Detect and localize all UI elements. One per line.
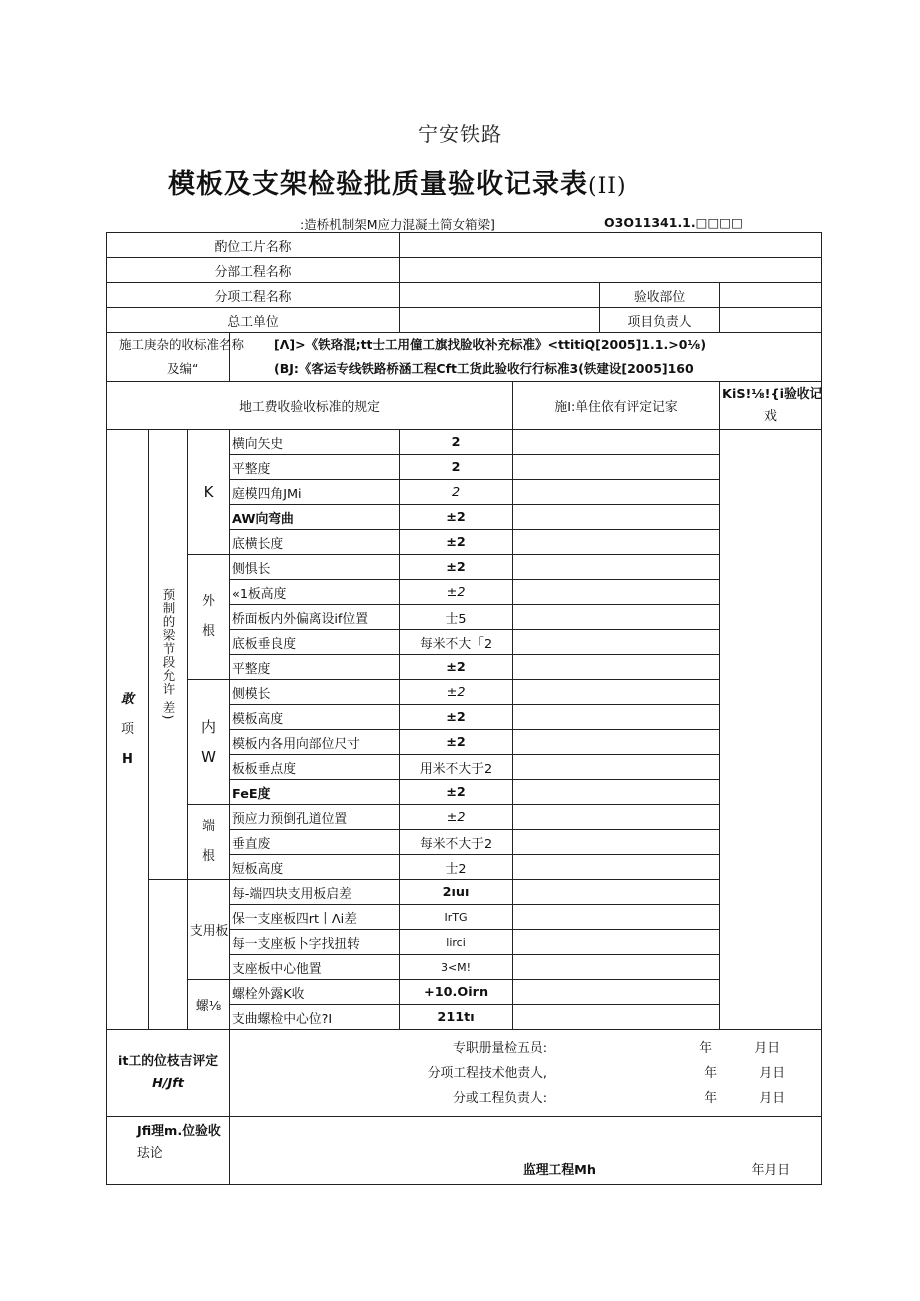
info-row-unit	[107, 233, 822, 258]
year-label: 年	[704, 1091, 717, 1106]
contractor-eval-cell[interactable]	[513, 755, 720, 780]
tolerance-cell: ±2	[400, 505, 513, 530]
contractor-evaluation-row	[107, 1030, 822, 1117]
form-code: O3O11341.1.□□□□	[604, 215, 743, 230]
info-row-standard	[107, 333, 822, 382]
group-outer-1: 外	[202, 594, 215, 609]
table-row	[107, 880, 822, 905]
inspector-signature-line	[232, 1034, 819, 1059]
tolerance-cell: 211tı	[400, 1005, 513, 1030]
support-blank-cell	[149, 880, 188, 1030]
standard-label	[107, 333, 245, 382]
item-cell: «1板高度	[230, 580, 400, 605]
main-control-label	[107, 430, 149, 1030]
info-row-contractor	[107, 308, 822, 333]
main-label-1: 敢	[120, 691, 134, 707]
main-label-2: 项	[120, 721, 134, 737]
item-cell: 每-端四块支用板启差	[230, 880, 400, 905]
title-suffix: (II)	[588, 174, 627, 199]
standard-line2: (BJ:《客运专线铁路桥涵工程Cft工货此验收行行标准3(铁建设[2005]160	[274, 361, 694, 376]
item-cell: 支曲螺检中心位?I	[230, 1005, 400, 1030]
table-row	[107, 430, 822, 455]
contractor-eval-cell[interactable]	[513, 455, 720, 480]
contractor-value[interactable]	[400, 308, 600, 333]
item-project-label: 分项工程名称	[107, 283, 400, 308]
info-row-sub	[107, 258, 822, 283]
group-inner-form	[188, 680, 230, 805]
month-day-label: 月日	[754, 1041, 780, 1056]
group-bottom-form: K	[188, 430, 230, 555]
inspection-table	[106, 232, 822, 1185]
subtitle: :造桥机制架M应力混凝土简女箱梁]	[300, 217, 495, 232]
contractor-label: 总工单位	[107, 308, 400, 333]
group-end-form	[188, 805, 230, 880]
item-cell: 保一支座板四rt丨Λi差	[230, 905, 400, 930]
group-inner-2: W	[201, 748, 216, 766]
contractor-signature-area[interactable]	[230, 1030, 822, 1117]
supervisor-conclusion-row	[107, 1117, 822, 1185]
contractor-eval-cell[interactable]	[513, 630, 720, 655]
main-label-3: H	[122, 751, 133, 767]
supervisor-signature-area[interactable]	[230, 1117, 822, 1185]
group-outer-form	[188, 555, 230, 680]
month-day-label: 月日	[759, 1091, 785, 1106]
standard-label-line1: 施工庚杂的收标准名称	[119, 337, 245, 352]
item-cell: 支座板中心他置	[230, 955, 400, 980]
contractor-eval-cell[interactable]	[513, 855, 720, 880]
spec-header: 地工费收验收标准的规定	[107, 382, 513, 430]
table-row	[107, 980, 822, 1005]
unit-project-value[interactable]	[400, 233, 822, 258]
tolerance-cell: +10.Oirn	[400, 980, 513, 1005]
table-row	[107, 805, 822, 830]
month-day-label: 月日	[759, 1066, 785, 1081]
tolerance-cell: 2	[400, 480, 513, 505]
table-row	[107, 680, 822, 705]
supervisor-record-line2: 戏	[764, 408, 777, 424]
info-row-item	[107, 283, 822, 308]
tolerance-cell: ±2	[400, 805, 513, 830]
tolerance-cell: 3<M!	[400, 955, 513, 980]
contractor-eval-cell[interactable]	[513, 980, 720, 1005]
tech-lead-label: 分项工程技术他责人,	[427, 1066, 547, 1081]
segment-tolerance-text: 预制的梁节段允许 差)	[161, 588, 176, 721]
table-row	[107, 555, 822, 580]
year-label: 年	[704, 1066, 717, 1081]
item-cell: 底板垂良度	[230, 630, 400, 655]
project-manager-label: 项目负责人	[600, 308, 720, 333]
item-cell: 横向矢史	[230, 430, 400, 455]
item-cell: 板板垂点度	[230, 755, 400, 780]
tolerance-cell: ±2	[400, 530, 513, 555]
contractor-eval-cell[interactable]	[513, 805, 720, 830]
project-manager-value[interactable]	[720, 308, 822, 333]
tolerance-cell: 2ıuı	[400, 880, 513, 905]
tolerance-cell: ±2	[400, 730, 513, 755]
contractor-eval-header: 施I:单住依有评定记家	[513, 382, 720, 430]
contractor-eval-cell[interactable]	[513, 880, 720, 905]
item-cell: 庭模四角JMi	[230, 480, 400, 505]
item-cell: 底横长度	[230, 530, 400, 555]
tolerance-cell: 每米不大「2	[400, 630, 513, 655]
contractor-eval-label-2: H/Jft	[152, 1076, 184, 1091]
supervisor-label-2: 珐论	[137, 1146, 163, 1161]
contractor-evaluation-label	[107, 1030, 230, 1117]
inspector-label: 专职册量检五员:	[453, 1041, 547, 1056]
item-cell: AW向弯曲	[230, 505, 400, 530]
contractor-eval-label-1: it工的位枝吉评定	[117, 1054, 219, 1069]
supervisor-label-1: Jfi理m.位验收	[137, 1124, 221, 1139]
item-cell: 垂直废	[230, 830, 400, 855]
page-title	[168, 162, 627, 201]
contractor-eval-cell[interactable]	[513, 680, 720, 705]
item-cell: 桥面板内外偏离设if位置	[230, 605, 400, 630]
item-cell: 平整度	[230, 455, 400, 480]
contractor-eval-cell[interactable]	[513, 580, 720, 605]
supervisor-signature-line	[232, 1156, 819, 1181]
standard-value	[230, 333, 822, 382]
supervisor-record-line1: KiS!⅛!{i验收记	[722, 386, 823, 402]
tolerance-cell: 2	[400, 455, 513, 480]
item-cell: FeE度	[230, 780, 400, 805]
sub-project-label: 分部工程名称	[107, 258, 400, 283]
group-bolts: 螺⅛	[188, 980, 230, 1030]
tolerance-cell: ±2	[400, 680, 513, 705]
contractor-eval-cell[interactable]	[513, 905, 720, 930]
item-cell: 模板内各用向部位尺寸	[230, 730, 400, 755]
contractor-eval-cell[interactable]	[513, 505, 720, 530]
group-end-2: 根	[202, 849, 215, 864]
item-cell: 每一支座板卜字找扭转	[230, 930, 400, 955]
acceptance-part-value[interactable]	[720, 283, 822, 308]
standard-line1: [Λ]>《铁珞混;tt士工用僮工旗找脸收补充标准》<ttitiQ[2005]1.1.>0⅛)	[274, 337, 707, 352]
tolerance-cell: lirci	[400, 930, 513, 955]
contractor-eval-cell[interactable]	[513, 730, 720, 755]
contractor-eval-cell[interactable]	[513, 480, 720, 505]
tolerance-cell: ±2	[400, 705, 513, 730]
group-inner-1: 内	[200, 718, 216, 736]
group-end-1: 端	[202, 819, 215, 834]
tolerance-cell: ±2	[400, 555, 513, 580]
tech-lead-signature-line	[232, 1059, 819, 1084]
contractor-eval-cell[interactable]	[513, 530, 720, 555]
group-outer-2: 根	[202, 624, 215, 639]
manager-signature-line	[232, 1084, 819, 1109]
group-support-plate: 支用板	[188, 880, 230, 980]
contractor-eval-cell[interactable]	[513, 605, 720, 630]
tolerance-cell: 士2	[400, 855, 513, 880]
item-cell: 侧惧长	[230, 555, 400, 580]
title-main: 模板及支架检验批质量验收记录表	[168, 169, 588, 200]
tolerance-cell: IrTG	[400, 905, 513, 930]
contractor-eval-cell[interactable]	[513, 955, 720, 980]
item-cell: 短板高度	[230, 855, 400, 880]
tolerance-cell: 用米不大于2	[400, 755, 513, 780]
contractor-eval-cell[interactable]	[513, 705, 720, 730]
contractor-eval-cell[interactable]	[513, 655, 720, 680]
item-cell: 螺栓外露K收	[230, 980, 400, 1005]
contractor-eval-cell[interactable]	[513, 555, 720, 580]
tolerance-cell: 每米不大于2	[400, 830, 513, 855]
tolerance-cell: ±2	[400, 580, 513, 605]
tolerance-cell: 士5	[400, 605, 513, 630]
supervisor-record-header	[720, 382, 822, 430]
tolerance-cell: ±2	[400, 780, 513, 805]
contractor-eval-cell[interactable]	[513, 780, 720, 805]
item-cell: 平整度	[230, 655, 400, 680]
standard-label-line2: 及编“	[167, 361, 199, 376]
contractor-eval-cell[interactable]	[513, 930, 720, 955]
acceptance-part-label: 验收部位	[600, 283, 720, 308]
tolerance-cell: 2	[400, 430, 513, 455]
supervisor-conclusion-label	[107, 1117, 230, 1185]
item-cell: 侧模长	[230, 680, 400, 705]
unit-project-label: 酌位工片名称	[107, 233, 400, 258]
item-cell: 预应力预倒孔道位置	[230, 805, 400, 830]
supervisor-engineer-label: 监理工程Mh	[522, 1163, 596, 1178]
year-label: 年	[699, 1041, 712, 1056]
contractor-eval-cell[interactable]	[513, 430, 720, 455]
manager-label: 分或工程负责人:	[453, 1091, 547, 1106]
supervisor-record-cell[interactable]	[720, 430, 822, 1030]
tolerance-cell: ±2	[400, 655, 513, 680]
sub-project-value[interactable]	[400, 258, 822, 283]
column-header-row	[107, 382, 822, 430]
contractor-eval-cell[interactable]	[513, 830, 720, 855]
organization-name: 宁安铁路	[418, 122, 502, 146]
supervisor-date-label: 年月日	[751, 1163, 790, 1178]
item-project-value[interactable]	[400, 283, 600, 308]
segment-tolerance-label	[149, 430, 188, 880]
item-cell: 模板高度	[230, 705, 400, 730]
contractor-eval-cell[interactable]	[513, 1005, 720, 1030]
